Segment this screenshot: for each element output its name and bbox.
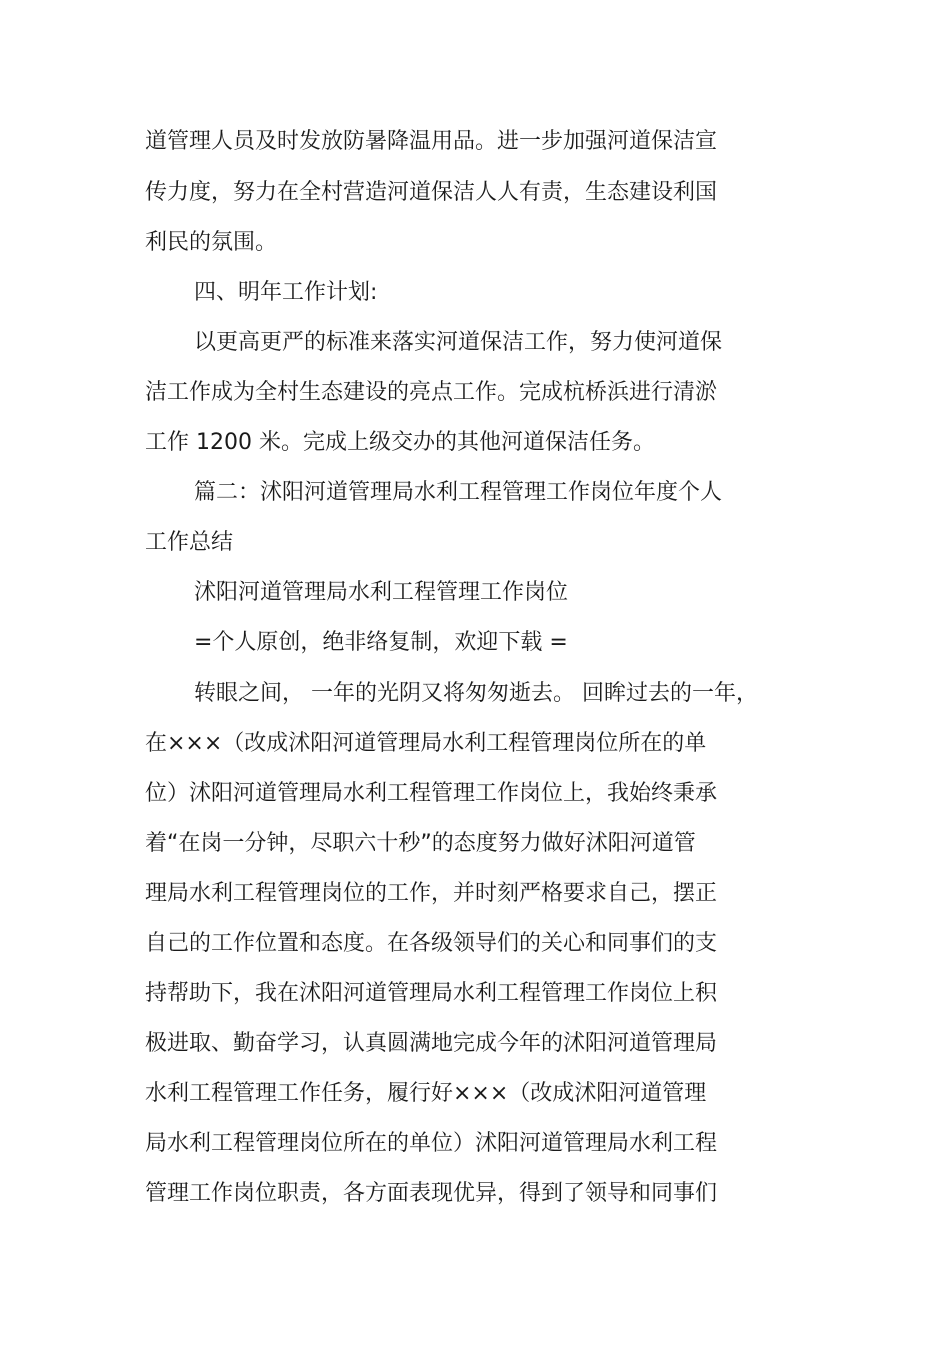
text-line: 水利工程管理工作任务，履行好×××（改成沭阳河道管理 <box>145 1081 707 1106</box>
text-line: 管理工作岗位职责，各方面表现优异，得到了领导和同事们 <box>145 1181 718 1206</box>
text-line: 持帮助下，我在沭阳河道管理局水利工程管理工作岗位上积 <box>145 981 718 1006</box>
notice-line: =个人原创，绝非络复制，欢迎下载 = <box>194 630 568 655</box>
text-line: 工作 1200 米。完成上级交办的其他河道保洁任务。 <box>145 430 655 455</box>
text-line: 局水利工程管理岗位所在的单位）沭阳河道管理局水利工程 <box>145 1131 718 1156</box>
text-line: 极进取、勤奋学习，认真圆满地完成今年的沭阳河道管理局 <box>145 1031 718 1056</box>
subtitle-line: 沭阳河道管理局水利工程管理工作岗位 <box>194 580 569 605</box>
text-line: 转眼之间， 一年的光阴又将匆匆逝去。 回眸过去的一年， <box>194 681 758 706</box>
article-title: 篇二：沭阳河道管理局水利工程管理工作岗位年度个人 <box>194 480 723 505</box>
text-line: 传力度，努力在全村营造河道保洁人人有责，生态建设利国 <box>145 180 718 205</box>
text-line: 位）沭阳河道管理局水利工程管理工作岗位上，我始终秉承 <box>145 781 718 806</box>
text-line: 在×××（改成沭阳河道管理局水利工程管理岗位所在的单 <box>145 731 707 756</box>
text-line: 洁工作成为全村生态建设的亮点工作。完成杭桥浜进行清淤 <box>145 380 718 405</box>
text-line: 着“在岗一分钟，尽职六十秒”的态度努力做好沭阳河道管 <box>145 831 696 856</box>
text-line: 理局水利工程管理岗位的工作，并时刻严格要求自己，摆正 <box>145 881 718 906</box>
section-heading: 四、明年工作计划: <box>194 280 378 305</box>
text-line: 利民的氛围。 <box>145 230 278 255</box>
text-line: 以更高更严的标准来落实河道保洁工作，努力使河道保 <box>194 330 723 355</box>
text-line: 自己的工作位置和态度。在各级领导们的关心和同事们的支 <box>145 931 718 956</box>
article-title-cont: 工作总结 <box>145 530 234 555</box>
text-line: 道管理人员及时发放防暑降温用品。进一步加强河道保洁宣 <box>145 129 718 154</box>
